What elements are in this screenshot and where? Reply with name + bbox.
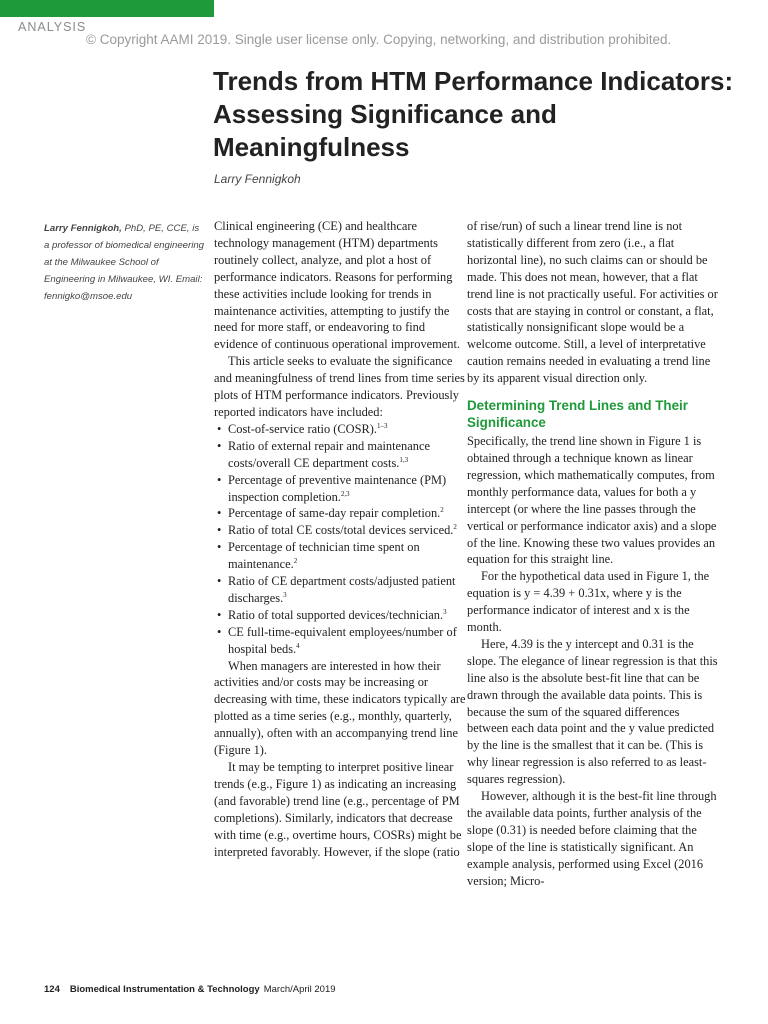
list-item <box>214 607 466 624</box>
paragraph: of rise/run) of such a linear trend line is not statistically different from zero (i.e., a flat horizontal line), no such claims can or should be made. This does not mean, however, that a flat trend line is not practically useful. For activities or costs that are staying in control or constant, a flat, statistically nonsignificant slope would be a welcome outcome. Still, a level of interpretative caution remains needed in evaluating a trend line by its apparent visual direction only. <box>467 219 718 386</box>
citation-ref: 2 <box>453 523 457 532</box>
list-item-text: Ratio of CE department costs/adjusted patient discharges. <box>228 574 456 605</box>
citation-ref: 1,3 <box>399 455 409 464</box>
list-item-text: Cost-of-service ratio (COSR). <box>228 421 378 436</box>
list-item-text: Ratio of total supported devices/technician. <box>228 607 444 622</box>
paragraph: This article seeks to evaluate the significance and meaningfulness of trend lines from time series plots of HTM performance indicators. Previously reported indicators have included: <box>214 354 465 419</box>
list-item-text: Ratio of total CE costs/total devices serviced. <box>228 523 454 538</box>
section-heading: Determining Trend Lines and Their Significance <box>467 398 688 431</box>
author-bio <box>44 220 204 305</box>
bullet-icon: • <box>217 574 222 589</box>
list-item-text: CE full-time-equivalent employees/number of hospital beds. <box>228 624 457 656</box>
list-item <box>214 505 466 522</box>
issue-date: March/April 2019 <box>263 984 336 995</box>
body-column-1 <box>214 218 466 860</box>
citation-ref: 4 <box>296 641 300 650</box>
bullet-icon: • <box>217 523 222 538</box>
list-item <box>214 438 466 472</box>
citation-ref: 2,3 <box>340 489 350 498</box>
list-item <box>214 624 466 658</box>
header-accent-bar <box>0 0 214 17</box>
citation-ref: 2 <box>293 557 298 565</box>
paragraph: When managers are interested in how their activities and/or costs may be increasing or decreasing with time, these indicators typically are plotted as a time series (e.g., monthly, quarterly, annually), often with an accompanying trend line (Figure 1). <box>214 658 466 758</box>
page-number: 124 <box>44 984 60 995</box>
list-item <box>214 539 466 573</box>
citation-ref: 2 <box>440 506 444 515</box>
citation-ref: 1–3 <box>377 421 388 430</box>
list-item-text: Percentage of technician time spent on maintenance. <box>228 540 420 572</box>
list-item <box>214 421 466 438</box>
bullet-icon: • <box>217 472 222 487</box>
bullet-icon: • <box>217 438 222 453</box>
copyright-notice: © Copyright AAMI 2019. Single user license only. Copying, networking, and distribution prohibited. <box>86 32 672 47</box>
list-item <box>214 573 466 607</box>
paragraph: Clinical engineering (CE) and healthcare technology management (HTM) departments routinely collect, analyze, and plot a host of performance indicators. Reasons for performing these activities include looking for trends in maintenance activities, attempting to justify the need for more staff, or endeavoring to find evidence of continuous operational improvement. <box>214 219 461 352</box>
list-item <box>214 472 466 506</box>
article-title: Trends from HTM Performance Indicators: Assessing Significance and Meaningfulness <box>213 66 734 162</box>
bullet-icon: • <box>217 624 222 639</box>
paragraph: For the hypothetical data used in Figure 1, the equation is y = 4.39 + 0.31x, where y is the performance indicator of interest and x is the month. <box>467 569 710 635</box>
bio-text: PhD, PE, CCE, is a professor of biomedical engineering at the Milwaukee School of Engineering in Milwaukee, WI. Email: fennigko@msoe.edu <box>44 223 204 302</box>
paragraph: It may be tempting to interpret positive linear trends (e.g., Figure 1) as indicating an increasing (and favorable) trend line (e.g., percentage of PM completions). Similarly, indicators that decrease with time (e.g., overtime hours, COSRs) might be interpreted favorably. However, if the slope (ratio <box>214 760 462 859</box>
page-footer <box>44 984 336 995</box>
bullet-icon: • <box>217 607 222 622</box>
bio-name: Larry Fennigkoh, <box>44 223 122 234</box>
paragraph: Specifically, the trend line shown in Figure 1 is obtained through a technique known as linear regression, which mathematically computes, from monthly performance data, values for both a y intercept (or where the line passes through the vertical or performance indicator axis) and a slope of the line. Knowing these two values provides an equation for this straight line. <box>467 434 717 567</box>
list-item-text: Percentage of preventive maintenance (PM) inspection completion. <box>228 472 447 504</box>
section-tag: ANALYSIS <box>18 20 87 34</box>
paragraph: However, although it is the best-fit line through the available data points, further analysis of the slope (0.31) is needed before claiming that the slope of the line is statistically significant. An example analysis, performed using Excel (2016 version; Micro- <box>467 789 717 888</box>
list-item <box>214 522 466 539</box>
list-item-text: Percentage of same-day repair completion. <box>228 506 441 521</box>
bullet-icon: • <box>217 506 222 521</box>
list-item-text: Ratio of external repair and maintenance costs/overall CE department costs. <box>228 438 430 470</box>
indicator-list <box>214 421 466 658</box>
paragraph: Here, 4.39 is the y intercept and 0.31 is the slope. The elegance of linear regression is that this line also is the absolute best-fit line that can be drawn through the available data points. This is because the sum of the squared differences between each data point and the y value predicted by the line is the smallest that it can be. (This is why linear regression is also referred to as least-squares regression). <box>467 636 718 787</box>
bullet-icon: • <box>217 421 222 436</box>
citation-ref: 3 <box>443 607 447 616</box>
article-author: Larry Fennigkoh <box>214 172 301 186</box>
bullet-icon: • <box>217 540 222 555</box>
citation-ref: 3 <box>283 590 287 599</box>
body-column-2 <box>467 218 723 890</box>
journal-name: Biomedical Instrumentation & Technology <box>69 984 260 995</box>
